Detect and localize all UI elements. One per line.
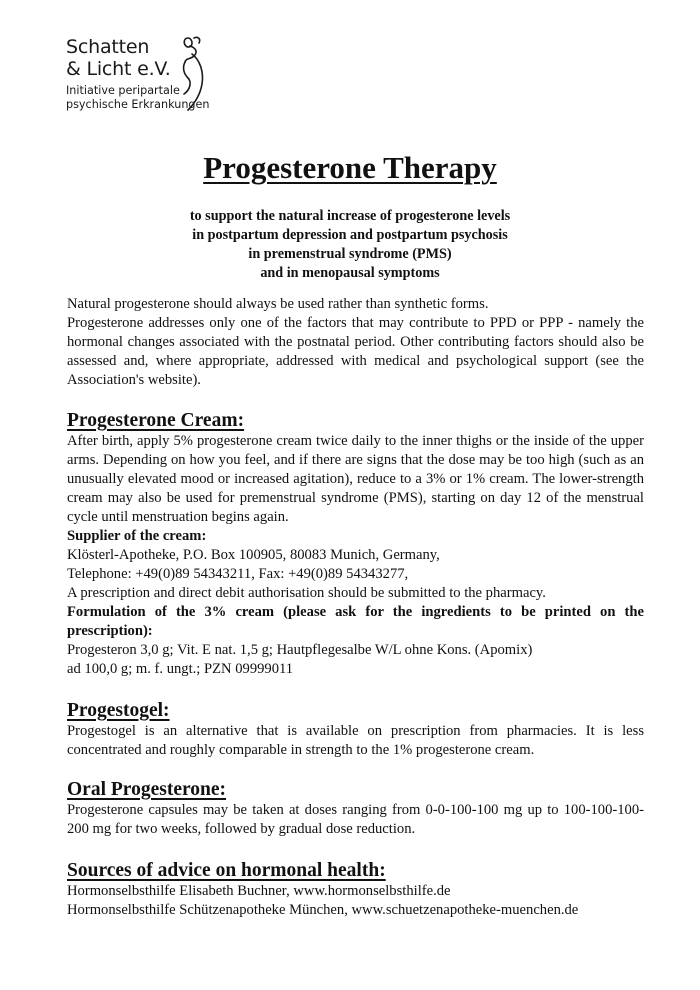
progestogel-heading: Progestogel:: [67, 700, 170, 721]
subtitle: [0, 207, 700, 283]
intro-paragraph: Progesterone addresses only one of the factors that may contribute to PPD or PPP - namely the hormonal changes associated with the postnatal period. Other contributing factors should also be assessed and, where appropriate, addressed with medical and psychological support (see the Association's website).: [67, 315, 644, 388]
supplier-address: Klösterl-Apotheke, P.O. Box 100905, 80083 Munich, Germany,: [67, 547, 440, 563]
cream-paragraph: After birth, apply 5% progesterone cream twice daily to the inner thighs or the inside of the upper arms. Depending on how you feel, and if there are signs that the dose may be too high (such as an unusually elevated mood or increased agitation), reduce to a 3% or 1% cream. The lower-strength cream may also be used for premenstrual syndrome (PMS), starting on day 12 of the menstrual cycle until menstruation begins again.: [67, 433, 644, 525]
intro-line: Natural progesterone should always be used rather than synthetic forms.: [67, 296, 489, 312]
subtitle-line: in postpartum depression and postpartum psychosis: [192, 227, 508, 243]
formulation-line: Progesteron 3,0 g; Vit. E nat. 1,5 g; Hautpflegesalbe W/L ohne Kons. (Apomix): [67, 642, 533, 658]
formulation-label: Formulation of the 3% cream (please ask for the ingredients to be printed on the prescription):: [67, 604, 644, 639]
page-title: [0, 150, 700, 186]
oral-heading: Oral Progesterone:: [67, 779, 227, 800]
woman-silhouette-icon: [174, 34, 210, 114]
supplier-label: Supplier of the cream:: [67, 528, 207, 544]
progestogel-section: [67, 722, 644, 760]
source-line: Hormonselbsthilfe Schützenapotheke München, www.schuetzenapotheke-muenchen.de: [67, 902, 579, 918]
logo-name-line2: & Licht e.V.: [66, 58, 171, 80]
sources-heading: Sources of advice on hormonal health:: [67, 860, 386, 881]
logo-name-line1: Schatten: [66, 36, 150, 58]
sources-section: [67, 882, 667, 920]
oral-section: [67, 801, 644, 839]
oral-paragraph: Progesterone capsules may be taken at doses ranging from 0-0-100-100 mg up to 100-100-100-200 mg for two weeks, followed by gradual dose reduction.: [67, 802, 644, 837]
page-title-text: Progesterone Therapy: [203, 150, 497, 185]
formulation-line: ad 100,0 g; m. f. ungt.; PZN 09999011: [67, 661, 294, 677]
subtitle-line: in premenstrual syndrome (PMS): [248, 246, 452, 262]
cream-heading: Progesterone Cream:: [67, 410, 245, 431]
intro-section: [67, 295, 644, 390]
supplier-note: A prescription and direct debit authorisation should be submitted to the pharmacy.: [67, 585, 546, 601]
progestogel-paragraph: Progestogel is an alternative that is available on prescription from pharmacies. It is less concentrated and roughly comparable in strength to the 1% progesterone cream.: [67, 723, 644, 758]
cream-section: [67, 432, 644, 679]
logo-tagline-line1: Initiative peripartale: [66, 84, 180, 97]
supplier-phone: Telephone: +49(0)89 54343211, Fax: +49(0)89 54343277,: [67, 566, 409, 582]
logo-tagline-line2: psychische Erkrankungen: [66, 98, 210, 111]
association-logo: [66, 36, 266, 136]
subtitle-line: and in menopausal symptoms: [260, 265, 440, 281]
source-line: Hormonselbsthilfe Elisabeth Buchner, www.hormonselbsthilfe.de: [67, 883, 451, 899]
subtitle-line: to support the natural increase of progesterone levels: [189, 208, 511, 224]
